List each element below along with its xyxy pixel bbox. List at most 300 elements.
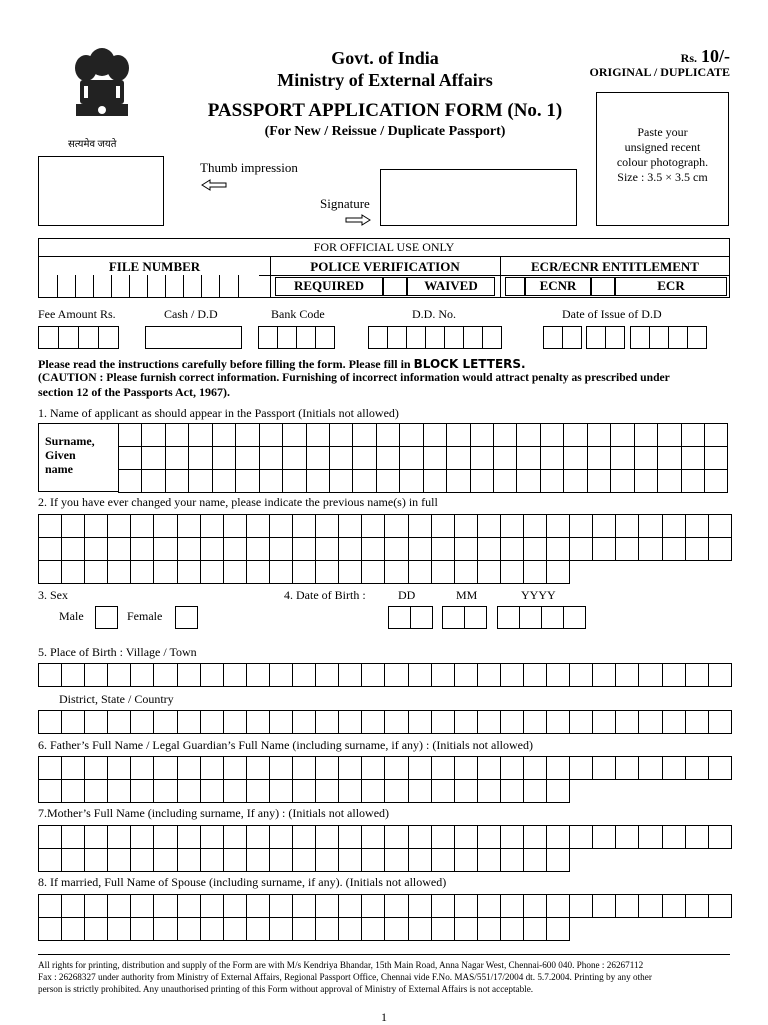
letter-box[interactable] <box>524 826 547 849</box>
letter-box[interactable] <box>247 538 270 561</box>
letter-box[interactable] <box>424 470 447 493</box>
letter-box[interactable] <box>639 515 662 538</box>
letter-box[interactable] <box>385 515 408 538</box>
letter-box[interactable] <box>385 780 408 803</box>
letter-box[interactable] <box>62 711 85 734</box>
letter-box[interactable] <box>501 895 524 918</box>
letter-box[interactable] <box>432 561 455 584</box>
letter-box[interactable] <box>663 757 686 780</box>
letter-box[interactable] <box>564 470 587 493</box>
letter-box[interactable] <box>224 515 247 538</box>
letter-box[interactable] <box>570 895 593 918</box>
letter-box[interactable] <box>85 757 108 780</box>
letter-box[interactable] <box>224 780 247 803</box>
letter-box[interactable] <box>385 895 408 918</box>
letter-box[interactable] <box>154 561 177 584</box>
letter-box[interactable] <box>524 711 547 734</box>
letter-box[interactable] <box>588 424 611 447</box>
letter-box[interactable] <box>524 538 547 561</box>
letter-box[interactable] <box>224 918 247 941</box>
letter-box[interactable] <box>119 447 142 470</box>
letter-box[interactable] <box>108 515 131 538</box>
letter-box[interactable] <box>709 515 732 538</box>
date-of-issue-month-boxes[interactable] <box>586 326 624 348</box>
letter-box[interactable] <box>501 711 524 734</box>
letter-box[interactable] <box>362 664 385 687</box>
letter-box[interactable] <box>189 447 212 470</box>
letter-box[interactable] <box>478 849 501 872</box>
letter-box[interactable] <box>224 849 247 872</box>
letter-box[interactable] <box>447 424 470 447</box>
letter-box[interactable] <box>178 826 201 849</box>
dob-year-boxes[interactable] <box>497 606 585 628</box>
letter-box[interactable] <box>270 780 293 803</box>
q1-name-grid[interactable] <box>118 423 728 493</box>
letter-box[interactable] <box>385 826 408 849</box>
letter-box[interactable] <box>178 515 201 538</box>
letter-box[interactable] <box>547 780 570 803</box>
letter-box[interactable] <box>409 757 432 780</box>
q2-grid[interactable] <box>38 514 732 584</box>
letter-box[interactable] <box>501 515 524 538</box>
letter-box[interactable] <box>154 757 177 780</box>
letter-box[interactable] <box>339 515 362 538</box>
letter-box[interactable] <box>85 538 108 561</box>
letter-box[interactable] <box>409 711 432 734</box>
letter-box[interactable] <box>494 424 517 447</box>
letter-box[interactable] <box>201 757 224 780</box>
letter-box[interactable] <box>455 895 478 918</box>
letter-box[interactable] <box>705 470 728 493</box>
letter-box[interactable] <box>541 470 564 493</box>
letter-box[interactable] <box>213 424 236 447</box>
letter-box[interactable] <box>307 470 330 493</box>
letter-box[interactable] <box>316 515 339 538</box>
letter-box[interactable] <box>293 664 316 687</box>
letter-box[interactable] <box>201 561 224 584</box>
letter-box[interactable] <box>377 424 400 447</box>
letter-box[interactable] <box>270 918 293 941</box>
letter-box[interactable] <box>316 711 339 734</box>
letter-box[interactable] <box>616 711 639 734</box>
photo-box[interactable] <box>596 92 729 226</box>
letter-box[interactable] <box>131 826 154 849</box>
letter-box[interactable] <box>447 470 470 493</box>
letter-box[interactable] <box>293 918 316 941</box>
letter-box[interactable] <box>39 538 62 561</box>
letter-box[interactable] <box>339 849 362 872</box>
letter-box[interactable] <box>339 780 362 803</box>
letter-box[interactable] <box>353 424 376 447</box>
letter-box[interactable] <box>154 664 177 687</box>
letter-box[interactable] <box>283 424 306 447</box>
letter-box[interactable] <box>705 447 728 470</box>
letter-box[interactable] <box>616 895 639 918</box>
letter-box[interactable] <box>213 447 236 470</box>
letter-box[interactable] <box>686 538 709 561</box>
letter-box[interactable] <box>635 447 658 470</box>
letter-box[interactable] <box>385 561 408 584</box>
letter-box[interactable] <box>593 538 616 561</box>
letter-box[interactable] <box>154 711 177 734</box>
letter-box[interactable] <box>686 757 709 780</box>
letter-box[interactable] <box>247 895 270 918</box>
letter-box[interactable] <box>339 664 362 687</box>
letter-box[interactable] <box>154 918 177 941</box>
letter-box[interactable] <box>385 664 408 687</box>
letter-box[interactable] <box>293 895 316 918</box>
letter-box[interactable] <box>236 424 259 447</box>
q6-grid[interactable] <box>38 756 732 803</box>
letter-box[interactable] <box>455 561 478 584</box>
letter-box[interactable] <box>260 447 283 470</box>
letter-box[interactable] <box>307 424 330 447</box>
letter-box[interactable] <box>39 757 62 780</box>
letter-box[interactable] <box>154 515 177 538</box>
letter-box[interactable] <box>478 538 501 561</box>
letter-box[interactable] <box>62 780 85 803</box>
letter-box[interactable] <box>455 918 478 941</box>
letter-box[interactable] <box>178 780 201 803</box>
q8-grid[interactable] <box>38 894 732 941</box>
letter-box[interactable] <box>247 515 270 538</box>
letter-box[interactable] <box>409 515 432 538</box>
letter-box[interactable] <box>362 711 385 734</box>
letter-box[interactable] <box>316 849 339 872</box>
letter-box[interactable] <box>635 470 658 493</box>
letter-box[interactable] <box>247 849 270 872</box>
letter-box[interactable] <box>85 895 108 918</box>
letter-box[interactable] <box>362 561 385 584</box>
letter-box[interactable] <box>686 895 709 918</box>
dob-month-boxes[interactable] <box>442 606 486 628</box>
letter-box[interactable] <box>201 780 224 803</box>
letter-box[interactable] <box>108 780 131 803</box>
letter-box[interactable] <box>189 424 212 447</box>
letter-box[interactable] <box>316 918 339 941</box>
letter-box[interactable] <box>524 780 547 803</box>
cash-dd-box[interactable] <box>145 326 242 349</box>
letter-box[interactable] <box>236 470 259 493</box>
letter-box[interactable] <box>455 711 478 734</box>
letter-box[interactable] <box>224 561 247 584</box>
letter-box[interactable] <box>409 664 432 687</box>
letter-box[interactable] <box>316 826 339 849</box>
letter-box[interactable] <box>447 447 470 470</box>
letter-box[interactable] <box>547 849 570 872</box>
letter-box[interactable] <box>409 918 432 941</box>
letter-box[interactable] <box>547 895 570 918</box>
letter-box[interactable] <box>213 470 236 493</box>
letter-box[interactable] <box>85 664 108 687</box>
letter-box[interactable] <box>178 711 201 734</box>
letter-box[interactable] <box>432 515 455 538</box>
letter-box[interactable] <box>455 826 478 849</box>
letter-box[interactable] <box>686 664 709 687</box>
letter-box[interactable] <box>178 664 201 687</box>
letter-box[interactable] <box>400 470 423 493</box>
letter-box[interactable] <box>471 447 494 470</box>
letter-box[interactable] <box>224 895 247 918</box>
waived-cell[interactable] <box>407 277 495 296</box>
letter-box[interactable] <box>283 447 306 470</box>
letter-box[interactable] <box>62 895 85 918</box>
letter-box[interactable] <box>236 447 259 470</box>
letter-box[interactable] <box>409 538 432 561</box>
letter-box[interactable] <box>517 447 540 470</box>
letter-box[interactable] <box>705 424 728 447</box>
letter-box[interactable] <box>478 711 501 734</box>
letter-box[interactable] <box>293 538 316 561</box>
letter-box[interactable] <box>201 895 224 918</box>
letter-box[interactable] <box>62 561 85 584</box>
letter-box[interactable] <box>316 664 339 687</box>
letter-box[interactable] <box>639 826 662 849</box>
letter-box[interactable] <box>154 826 177 849</box>
letter-box[interactable] <box>639 538 662 561</box>
letter-box[interactable] <box>455 849 478 872</box>
letter-box[interactable] <box>39 918 62 941</box>
letter-box[interactable] <box>142 447 165 470</box>
letter-box[interactable] <box>524 561 547 584</box>
letter-box[interactable] <box>570 826 593 849</box>
letter-box[interactable] <box>663 515 686 538</box>
letter-box[interactable] <box>307 447 330 470</box>
letter-box[interactable] <box>362 515 385 538</box>
letter-box[interactable] <box>639 757 662 780</box>
letter-box[interactable] <box>270 538 293 561</box>
letter-box[interactable] <box>131 538 154 561</box>
letter-box[interactable] <box>224 711 247 734</box>
letter-box[interactable] <box>201 664 224 687</box>
required-cell[interactable] <box>275 277 383 296</box>
required-box[interactable] <box>383 277 407 296</box>
letter-box[interactable] <box>293 711 316 734</box>
letter-box[interactable] <box>293 780 316 803</box>
letter-box[interactable] <box>663 538 686 561</box>
letter-box[interactable] <box>570 711 593 734</box>
letter-box[interactable] <box>131 895 154 918</box>
letter-box[interactable] <box>570 757 593 780</box>
letter-box[interactable] <box>494 470 517 493</box>
letter-box[interactable] <box>409 895 432 918</box>
letter-box[interactable] <box>339 918 362 941</box>
letter-box[interactable] <box>108 757 131 780</box>
letter-box[interactable] <box>362 826 385 849</box>
letter-box[interactable] <box>108 664 131 687</box>
fee-amount-boxes[interactable] <box>38 326 118 348</box>
letter-box[interactable] <box>85 515 108 538</box>
letter-box[interactable] <box>108 849 131 872</box>
female-checkbox[interactable] <box>175 606 198 629</box>
letter-box[interactable] <box>432 918 455 941</box>
letter-box[interactable] <box>270 826 293 849</box>
letter-box[interactable] <box>385 918 408 941</box>
letter-box[interactable] <box>409 780 432 803</box>
letter-box[interactable] <box>432 895 455 918</box>
letter-box[interactable] <box>201 918 224 941</box>
letter-box[interactable] <box>593 895 616 918</box>
letter-box[interactable] <box>709 757 732 780</box>
letter-box[interactable] <box>547 757 570 780</box>
letter-box[interactable] <box>224 538 247 561</box>
ecr-left-box[interactable] <box>505 277 525 296</box>
letter-box[interactable] <box>455 538 478 561</box>
letter-box[interactable] <box>247 780 270 803</box>
letter-box[interactable] <box>270 561 293 584</box>
q5-village-grid[interactable] <box>38 663 732 687</box>
letter-box[interactable] <box>293 757 316 780</box>
letter-box[interactable] <box>611 424 634 447</box>
letter-box[interactable] <box>547 711 570 734</box>
q5-district-grid[interactable] <box>38 710 732 734</box>
letter-box[interactable] <box>154 538 177 561</box>
letter-box[interactable] <box>131 918 154 941</box>
letter-box[interactable] <box>501 757 524 780</box>
letter-box[interactable] <box>471 424 494 447</box>
letter-box[interactable] <box>616 757 639 780</box>
letter-box[interactable] <box>524 895 547 918</box>
letter-box[interactable] <box>709 826 732 849</box>
letter-box[interactable] <box>524 849 547 872</box>
letter-box[interactable] <box>377 470 400 493</box>
letter-box[interactable] <box>455 515 478 538</box>
q7-grid-cells[interactable] <box>39 826 732 849</box>
letter-box[interactable] <box>593 757 616 780</box>
letter-box[interactable] <box>517 424 540 447</box>
letter-box[interactable] <box>501 849 524 872</box>
letter-box[interactable] <box>62 538 85 561</box>
letter-box[interactable] <box>247 826 270 849</box>
letter-box[interactable] <box>478 918 501 941</box>
letter-box[interactable] <box>455 664 478 687</box>
dd-no-boxes[interactable] <box>368 326 501 348</box>
letter-box[interactable] <box>293 849 316 872</box>
letter-box[interactable] <box>658 424 681 447</box>
letter-box[interactable] <box>330 447 353 470</box>
letter-box[interactable] <box>339 561 362 584</box>
letter-box[interactable] <box>316 538 339 561</box>
letter-box[interactable] <box>178 538 201 561</box>
letter-box[interactable] <box>547 538 570 561</box>
letter-box[interactable] <box>260 424 283 447</box>
letter-box[interactable] <box>635 424 658 447</box>
q8-grid-cells[interactable] <box>39 895 732 918</box>
letter-box[interactable] <box>593 515 616 538</box>
letter-box[interactable] <box>616 538 639 561</box>
letter-box[interactable] <box>432 711 455 734</box>
letter-box[interactable] <box>108 711 131 734</box>
letter-box[interactable] <box>39 826 62 849</box>
q2-grid-cells[interactable] <box>39 515 732 561</box>
letter-box[interactable] <box>362 918 385 941</box>
letter-box[interactable] <box>330 470 353 493</box>
bank-code-boxes[interactable] <box>258 326 334 348</box>
letter-box[interactable] <box>154 780 177 803</box>
letter-box[interactable] <box>432 664 455 687</box>
letter-box[interactable] <box>224 826 247 849</box>
letter-box[interactable] <box>353 470 376 493</box>
letter-box[interactable] <box>682 470 705 493</box>
letter-box[interactable] <box>524 918 547 941</box>
letter-box[interactable] <box>663 664 686 687</box>
letter-box[interactable] <box>339 538 362 561</box>
letter-box[interactable] <box>424 447 447 470</box>
letter-box[interactable] <box>501 538 524 561</box>
letter-box[interactable] <box>62 664 85 687</box>
letter-box[interactable] <box>316 895 339 918</box>
letter-box[interactable] <box>270 664 293 687</box>
letter-box[interactable] <box>570 515 593 538</box>
letter-box[interactable] <box>501 826 524 849</box>
letter-box[interactable] <box>400 447 423 470</box>
q7-grid[interactable] <box>38 825 732 872</box>
letter-box[interactable] <box>154 895 177 918</box>
letter-box[interactable] <box>478 757 501 780</box>
letter-box[interactable] <box>501 664 524 687</box>
letter-box[interactable] <box>131 780 154 803</box>
letter-box[interactable] <box>501 561 524 584</box>
letter-box[interactable] <box>547 664 570 687</box>
letter-box[interactable] <box>611 470 634 493</box>
letter-box[interactable] <box>178 918 201 941</box>
letter-box[interactable] <box>247 561 270 584</box>
letter-box[interactable] <box>682 424 705 447</box>
letter-box[interactable] <box>455 757 478 780</box>
letter-box[interactable] <box>611 447 634 470</box>
letter-box[interactable] <box>119 424 142 447</box>
letter-box[interactable] <box>316 561 339 584</box>
letter-box[interactable] <box>547 918 570 941</box>
letter-box[interactable] <box>564 447 587 470</box>
letter-box[interactable] <box>131 711 154 734</box>
letter-box[interactable] <box>316 757 339 780</box>
letter-box[interactable] <box>432 780 455 803</box>
letter-box[interactable] <box>362 780 385 803</box>
letter-box[interactable] <box>478 826 501 849</box>
letter-box[interactable] <box>224 757 247 780</box>
letter-box[interactable] <box>142 470 165 493</box>
letter-box[interactable] <box>686 826 709 849</box>
letter-box[interactable] <box>62 849 85 872</box>
letter-box[interactable] <box>362 757 385 780</box>
letter-box[interactable] <box>330 424 353 447</box>
letter-box[interactable] <box>709 711 732 734</box>
q8-grid-cells-last[interactable] <box>39 918 732 941</box>
letter-box[interactable] <box>154 849 177 872</box>
letter-box[interactable] <box>547 826 570 849</box>
letter-box[interactable] <box>142 424 165 447</box>
letter-box[interactable] <box>201 849 224 872</box>
letter-box[interactable] <box>385 849 408 872</box>
letter-box[interactable] <box>385 757 408 780</box>
letter-box[interactable] <box>639 895 662 918</box>
letter-box[interactable] <box>39 664 62 687</box>
letter-box[interactable] <box>658 470 681 493</box>
letter-box[interactable] <box>85 826 108 849</box>
letter-box[interactable] <box>108 826 131 849</box>
letter-box[interactable] <box>270 711 293 734</box>
letter-box[interactable] <box>709 538 732 561</box>
letter-box[interactable] <box>201 826 224 849</box>
letter-box[interactable] <box>639 664 662 687</box>
letter-box[interactable] <box>131 757 154 780</box>
letter-box[interactable] <box>247 918 270 941</box>
letter-box[interactable] <box>682 447 705 470</box>
letter-box[interactable] <box>62 515 85 538</box>
ecr-cell[interactable] <box>615 277 727 296</box>
letter-box[interactable] <box>524 664 547 687</box>
